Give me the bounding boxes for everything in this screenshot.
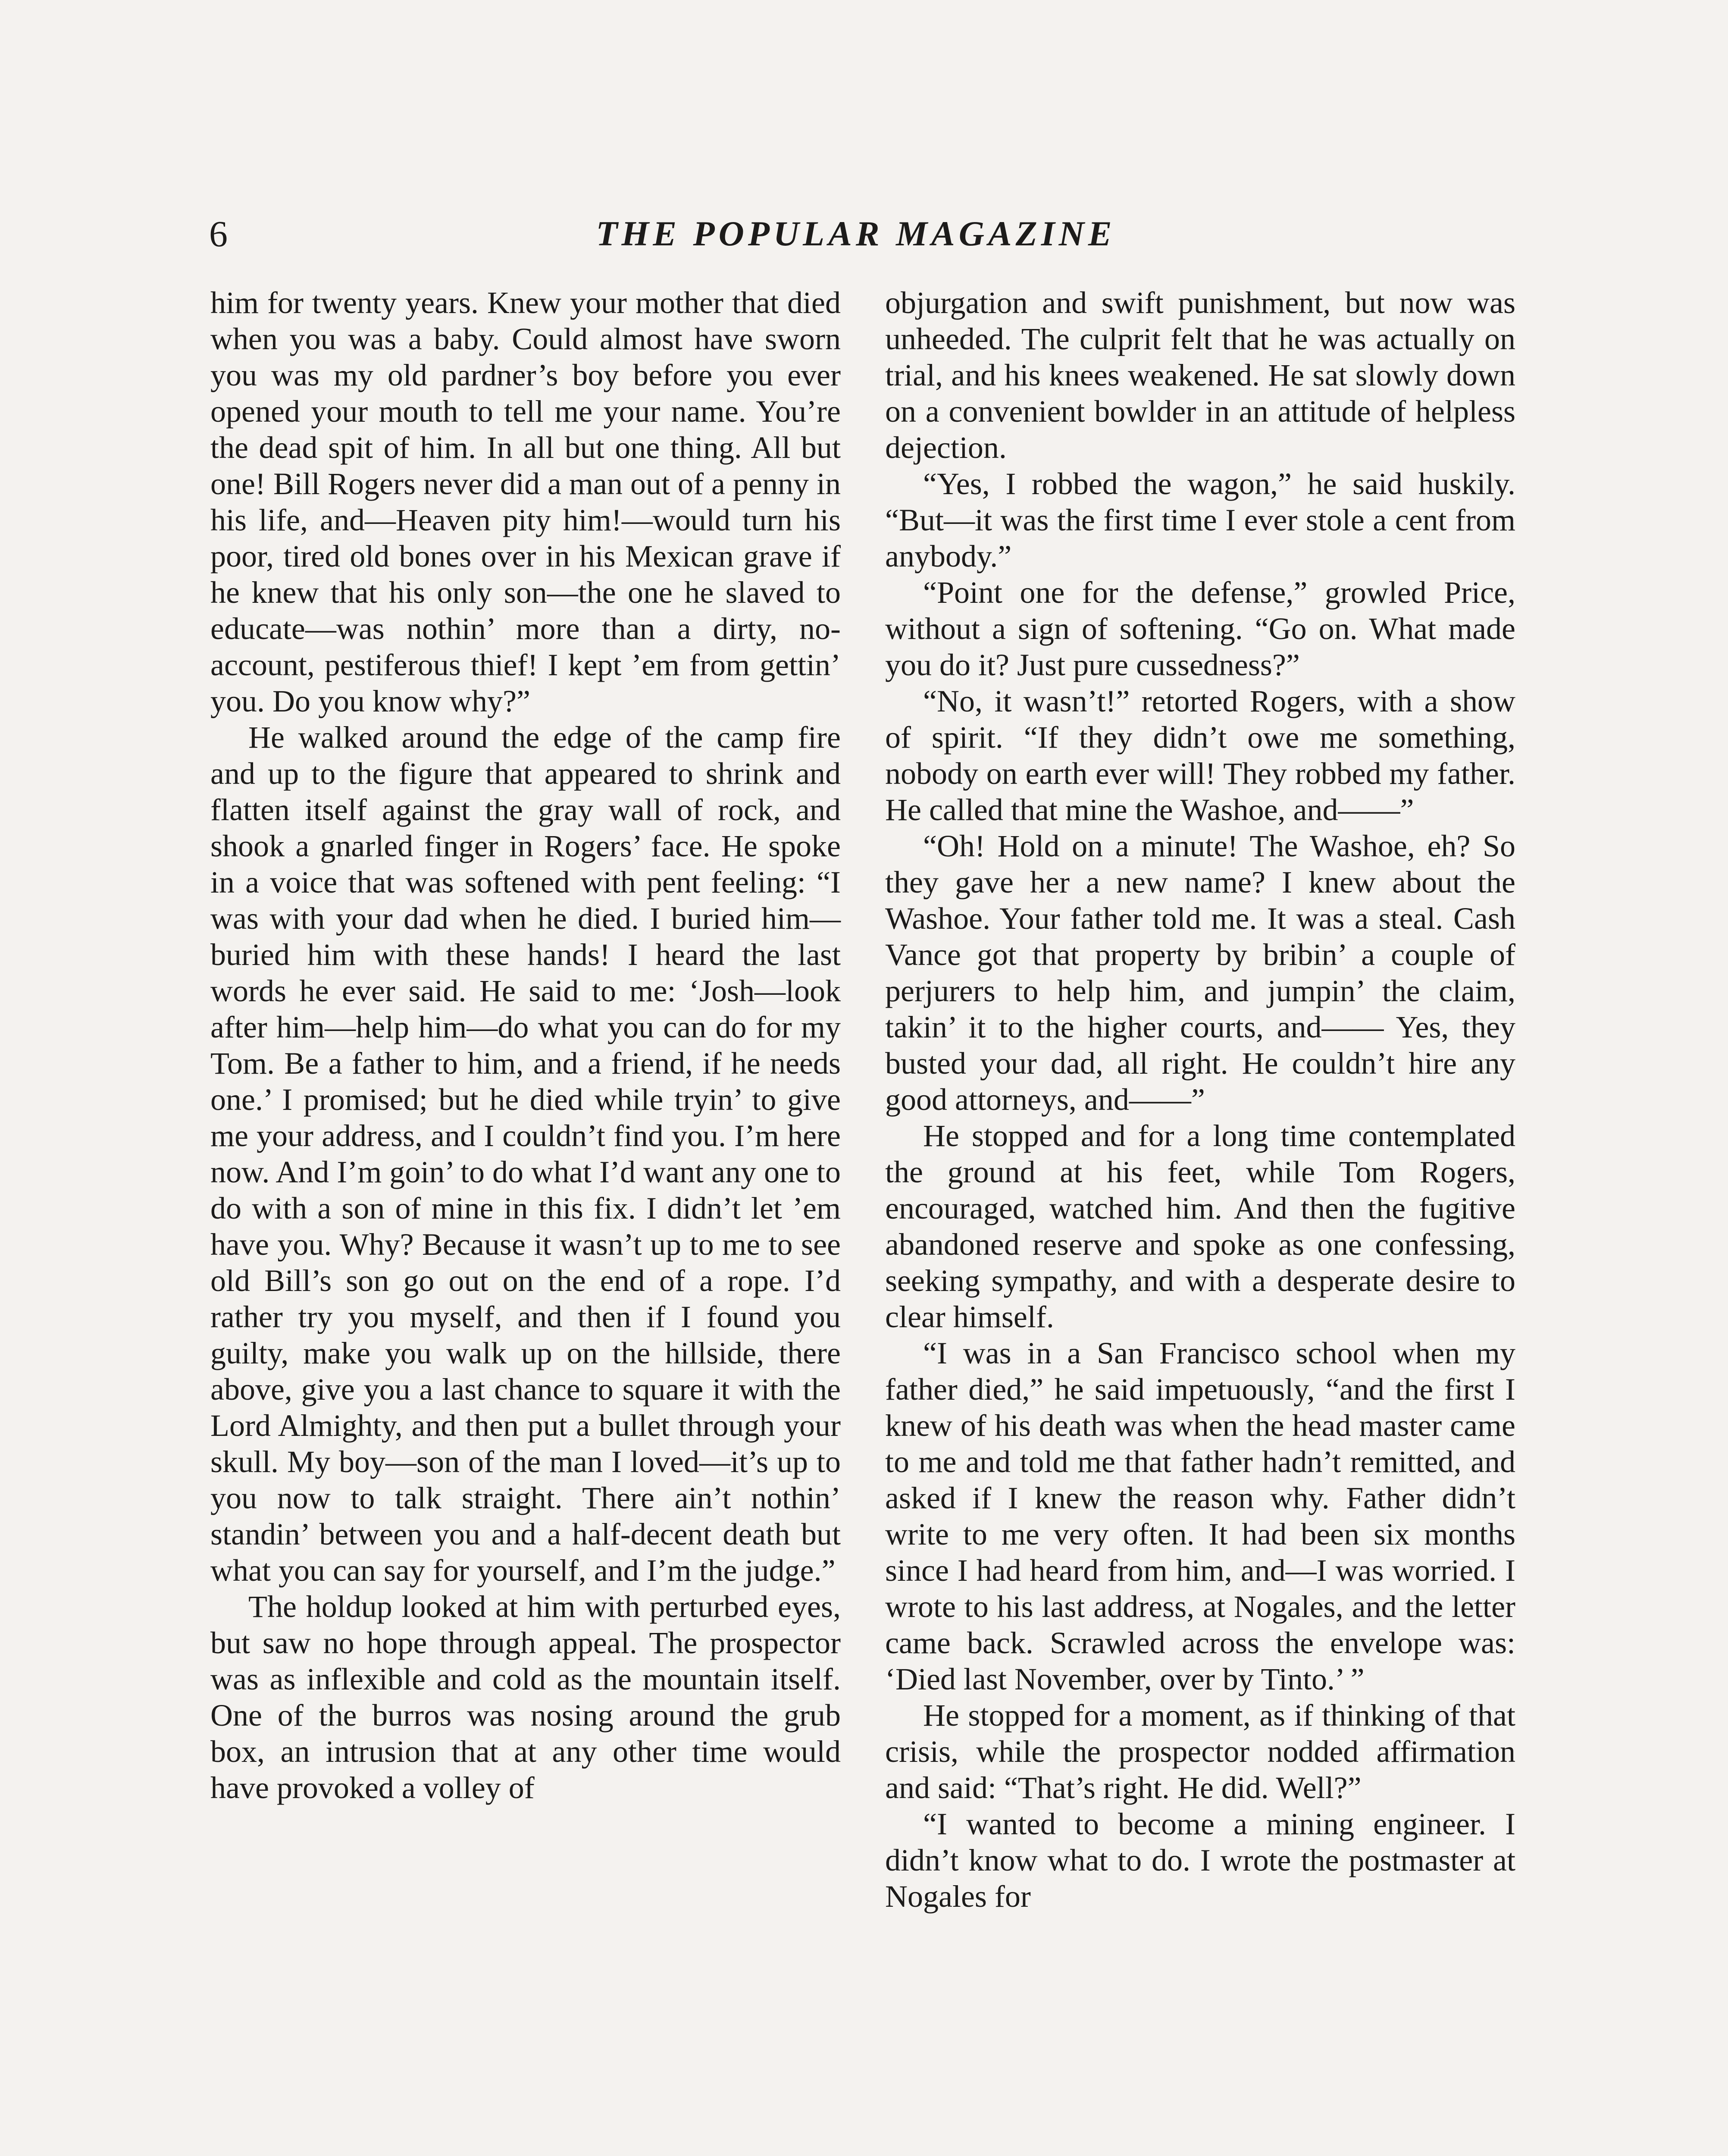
paragraph: “I was in a San Francisco school when my father died,” he said impetuously, “and the first I knew of his death was when the head master came to me and told me that father hadn’t remitted, and asked if I knew the reason why. Father didn’t write to me very often. It had been six months since I had heard from him, and—I was worried. I wrote to his last address, at Nogales, and the letter came back. Scrawled across the envelope was: ‘Died last November, over by Tinto.’ ” (885, 1336, 1515, 1696)
right-column (885, 285, 1515, 1915)
paragraph: “No, it wasn’t!” retorted Rogers, with a show of spirit. “If they didn’t owe me something, nobody on earth ever will! They robbed my father. He called that mine the Washoe, and——” (885, 684, 1515, 827)
paragraph: The holdup looked at him with perturbed eyes, but saw no hope through appeal. The prospector was as inflexible and cold as the mountain itself. One of the burros was nosing around the grub box, an intrusion that at any other time would have provoked a volley of (210, 1589, 841, 1805)
paragraph: He stopped and for a long time contemplated the ground at his feet, while Tom Rogers, encouraged, watched him. And then the fugitive abandoned reserve and spoke as one confessing, seeking sympathy, and with a desperate desire to clear himself. (885, 1119, 1515, 1334)
paragraph: “Point one for the defense,” growled Price, without a sign of softening. “Go on. What made you do it? Just pure cussedness?” (885, 575, 1515, 682)
paragraph: him for twenty years. Knew your mother that died when you was a baby. Could almost have sworn you was my old pardner’s boy before you ever opened your mouth to tell me your name. You’re the dead spit of him. In all but one thing. All but one! Bill Rogers never did a man out of a penny in his life, and—Heaven pity him!—would turn his poor, tired old bones over in his Mexican grave if he knew that his only son—the one he slaved to educate—was nothin’ more than a dirty, no-account, pestiferous thief! I kept ’em from gettin’ you. Do you know why?” (210, 285, 841, 718)
page-header (209, 204, 1503, 264)
paragraph: “Yes, I robbed the wagon,” he said huskily. “But—it was the first time I ever stole a cent from anybody.” (885, 467, 1515, 573)
paragraph: objurgation and swift punishment, but now was unheeded. The culprit felt that he was actually on trial, and his knees weakened. He sat slowly down on a convenient bowlder in an attitude of helpless dejection. (885, 285, 1515, 465)
paragraph: “I wanted to become a mining engineer. I didn’t know what to do. I wrote the postmaster at Nogales for (885, 1807, 1515, 1914)
paragraph: He walked around the edge of the camp fire and up to the figure that appeared to shrink and flatten itself against the gray wall of rock, and shook a gnarled finger in Rogers’ face. He spoke in a voice that was softened with pent feeling: “I was with your dad when he died. I buried him—buried him with these hands! I heard the last words he ever said. He said to me: ‘Josh—look after him—help him—do what you can do for my Tom. Be a father to him, and a friend, if he needs one.’ I promised; but he died while tryin’ to give me your address, and I couldn’t find you. I’m here now. And I’m goin’ to do what I’d want any one to do with a son of mine in this fix. I didn’t let ’em have you. Why? Because it wasn’t up to me to see old Bill’s son go out on the end of a rope. I’d rather try you myself, and then if I found you guilty, make you walk up on the hillside, there above, give you a last chance to square it with the Lord Almighty, and then put a bullet through your skull. My boy—son of the man I loved—it’s up to you now to talk straight. There ain’t nothin’ standin’ between you and a half-decent death but what you can say for yourself, and I’m the judge.” (210, 720, 841, 1588)
paragraph: He stopped for a moment, as if thinking of that crisis, while the prospector nodded affirmation and said: “That’s right. He did. Well?” (885, 1698, 1515, 1805)
left-column (210, 285, 841, 1806)
page-number: 6 (209, 213, 228, 254)
running-title: THE POPULAR MAGAZINE (596, 214, 1116, 253)
paragraph: “Oh! Hold on a minute! The Washoe, eh? So they gave her a new name? I knew about the Washoe. Your father told me. It was a steal. Cash Vance got that property by bribin’ a couple of perjurers to help him, and jumpin’ the claim, takin’ it to the higher courts, and—— Yes, they busted your dad, all right. He couldn’t hire any good attorneys, and——” (885, 829, 1515, 1117)
